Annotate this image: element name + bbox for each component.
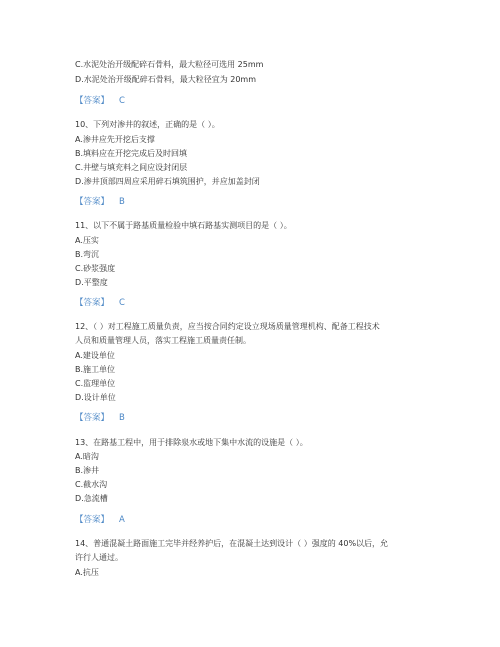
answer-label: 【答案】 xyxy=(75,515,110,525)
answer-line xyxy=(75,298,125,309)
question-stem-continued: 许行人通过。 xyxy=(75,553,123,562)
answer-label: 【答案】 xyxy=(75,197,110,207)
option-a: A.暗沟 xyxy=(75,452,99,461)
option-d: D.设计单位 xyxy=(75,393,116,402)
option-c: C.砂浆强度 xyxy=(75,264,116,273)
answer-value: A xyxy=(119,515,125,525)
option-a: A.压实 xyxy=(75,236,99,245)
option-c: C.水泥处治开级配碎石骨料，最大粒径可选用 25mm xyxy=(75,60,264,69)
option-c: C.截水沟 xyxy=(75,480,108,489)
option-b: B.填料应在开挖完成后及时回填 xyxy=(75,149,188,158)
option-d: D.渗井顶部四周应采用碎石填筑围护，并应加盖封闭 xyxy=(75,177,260,186)
answer-label: 【答案】 xyxy=(75,298,110,308)
option-b: B.渗井 xyxy=(75,466,100,475)
question-stem-continued: 人员和质量管理人员，落实工程施工质量责任制。 xyxy=(75,336,251,345)
answer-line xyxy=(75,197,125,208)
option-d: D.急流槽 xyxy=(75,494,108,503)
option-c: C.井壁与填充料之间应设封闭层 xyxy=(75,163,188,172)
answer-value: B xyxy=(119,197,125,207)
option-d: D.平整度 xyxy=(75,278,108,287)
option-a: A.抗压 xyxy=(75,568,99,577)
answer-value: B xyxy=(119,413,125,423)
option-b: B.施工单位 xyxy=(75,365,116,374)
answer-line xyxy=(75,515,125,526)
option-c: C.监理单位 xyxy=(75,379,116,388)
answer-line xyxy=(75,96,125,107)
option-a: A.建设单位 xyxy=(75,351,115,360)
option-a: A.渗井应先开挖后支撑 xyxy=(75,135,155,144)
answer-value: C xyxy=(119,96,125,106)
option-d: D.水泥处治开级配碎石骨料，最大粒径宜为 20mm xyxy=(75,75,257,84)
question-stem: 11、以下不属于路基质量检验中填石路基实测项目的是（ ）。 xyxy=(75,221,292,230)
answer-value: C xyxy=(119,298,125,308)
answer-label: 【答案】 xyxy=(75,413,110,423)
question-stem: 12、（ ）对工程施工质量负责，应当按合同约定设立现场质量管理机构、配备工程技术 xyxy=(75,322,380,331)
option-b: B.弯沉 xyxy=(75,250,100,259)
question-stem: 13、在路基工程中，用于排除泉水或地下集中水流的设施是（ ）。 xyxy=(75,438,308,447)
question-stem: 14、普通混凝土路面施工完毕并经养护后，在混凝土达到设计（ ）强度的 40%以后，允 xyxy=(75,539,389,548)
answer-label: 【答案】 xyxy=(75,96,110,106)
question-stem: 10、下列对渗井的叙述，正确的是（ ）。 xyxy=(75,120,220,129)
answer-line xyxy=(75,413,125,424)
